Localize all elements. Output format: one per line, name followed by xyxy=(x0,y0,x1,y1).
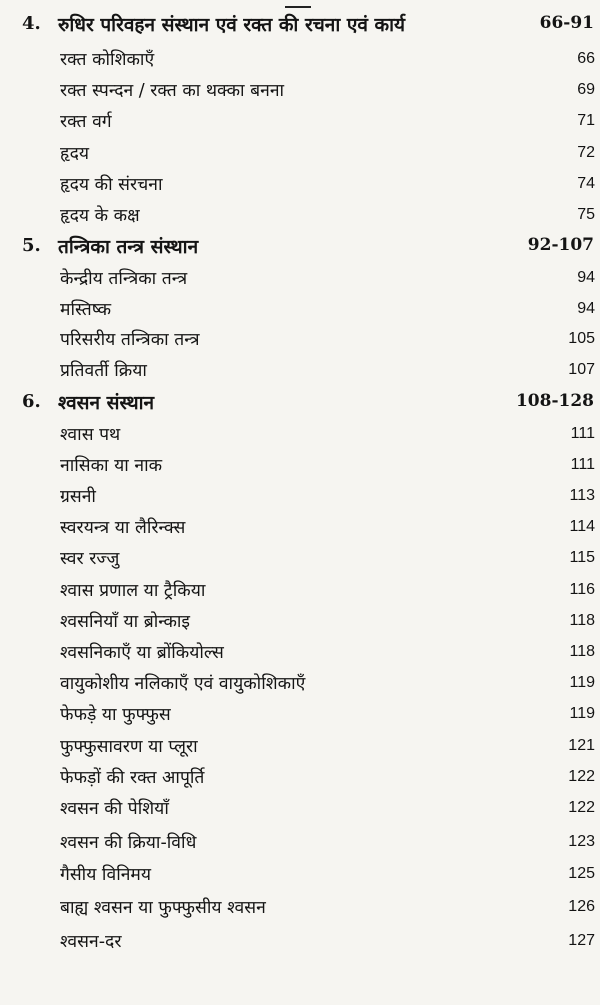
entry-page: 114 xyxy=(569,518,595,535)
entry-title: रक्त कोशिकाएँ xyxy=(60,50,155,70)
toc-entry xyxy=(0,265,600,295)
entry-title: हृदय के कक्ष xyxy=(60,206,140,226)
entry-title: रक्त स्पन्दन / रक्त का थक्का बनना xyxy=(60,81,285,101)
entry-page: 118 xyxy=(569,612,595,629)
entry-title: नासिका या नाक xyxy=(60,456,163,476)
entry-page: 118 xyxy=(569,643,595,660)
entry-title: वायुकोशीय नलिकाएँ एवं वायुकोशिकाएँ xyxy=(60,674,306,694)
entry-title: परिसरीय तन्त्रिका तन्त्र xyxy=(60,330,200,350)
entry-title: फेफड़े या फुफ्फुस xyxy=(60,705,171,725)
chapter-6-heading xyxy=(0,389,600,419)
entry-page: 66 xyxy=(577,50,595,67)
entry-title: श्वसन की पेशियाँ xyxy=(60,799,169,819)
entry-page: 113 xyxy=(569,487,595,504)
entry-title: फुफ्फुसावरण या प्लूरा xyxy=(60,737,198,757)
toc-entry xyxy=(0,608,600,638)
toc-entry xyxy=(0,577,600,607)
entry-page: 72 xyxy=(577,144,595,161)
toc-entry xyxy=(0,545,600,575)
entry-title: हृदय की संरचना xyxy=(60,175,163,195)
entry-page: 94 xyxy=(577,300,595,317)
entry-title: रक्त वर्ग xyxy=(60,112,112,132)
entry-page: 121 xyxy=(568,737,595,754)
entry-page: 119 xyxy=(569,674,595,691)
entry-title: श्वसनिकाएँ या ब्रोंकियोल्स xyxy=(60,643,224,663)
chapter-5-heading xyxy=(0,233,600,263)
entry-page: 71 xyxy=(577,112,595,129)
chapter-page-range: 92-107 xyxy=(527,235,594,255)
toc-entry xyxy=(0,894,600,924)
entry-page: 105 xyxy=(568,330,595,347)
entry-title: श्वास प्रणाल या ट्रैकिया xyxy=(60,581,206,601)
entry-page: 115 xyxy=(569,549,595,566)
toc-entry xyxy=(0,670,600,700)
entry-page: 111 xyxy=(570,456,595,473)
entry-page: 122 xyxy=(568,799,595,816)
toc-entry xyxy=(0,202,600,232)
entry-title: फेफड़ों की रक्त आपूर्ति xyxy=(60,768,205,788)
entry-page: 74 xyxy=(577,175,595,192)
entry-title: स्वरयन्त्र या लैरिन्क्स xyxy=(60,518,186,538)
entry-title: ग्रसनी xyxy=(60,487,96,507)
toc-entry xyxy=(0,514,600,544)
entry-page: 69 xyxy=(577,81,595,98)
toc-entry xyxy=(0,326,600,356)
chapter-title: श्वसन संस्थान xyxy=(58,392,155,414)
chapter-number: 4. xyxy=(22,13,41,34)
entry-title: श्वसन की क्रिया-विधि xyxy=(60,833,197,853)
entry-page: 123 xyxy=(568,833,595,850)
toc-entry xyxy=(0,928,600,958)
chapter-title: तन्त्रिका तन्त्र संस्थान xyxy=(58,236,199,258)
entry-page: 127 xyxy=(568,932,595,949)
entry-page: 107 xyxy=(568,361,595,378)
entry-page: 125 xyxy=(568,865,595,882)
entry-page: 119 xyxy=(569,705,595,722)
toc-entry xyxy=(0,483,600,513)
entry-title: गैसीय विनिमय xyxy=(60,865,152,885)
chapter-number: 5. xyxy=(22,235,41,256)
entry-title: मस्तिष्क xyxy=(60,300,112,320)
toc-entry xyxy=(0,733,600,763)
toc-entry xyxy=(0,764,600,794)
top-edge-mark xyxy=(285,0,311,8)
entry-page: 116 xyxy=(569,581,595,598)
entry-title: प्रतिवर्ती क्रिया xyxy=(60,361,147,381)
toc-entry xyxy=(0,171,600,201)
chapter-number: 6. xyxy=(22,391,41,412)
entry-title: श्वास पथ xyxy=(60,425,121,445)
entry-title: केन्द्रीय तन्त्रिका तन्त्र xyxy=(60,269,188,289)
toc-entry xyxy=(0,829,600,859)
toc-entry xyxy=(0,46,600,76)
entry-page: 111 xyxy=(570,425,595,442)
entry-title: हृदय xyxy=(60,144,90,164)
toc-entry xyxy=(0,140,600,170)
entry-page: 75 xyxy=(577,206,595,223)
chapter-4-heading xyxy=(0,11,600,41)
toc-entry xyxy=(0,296,600,326)
toc-entry xyxy=(0,701,600,731)
chapter-title: रुधिर परिवहन संस्थान एवं रक्त की रचना एवं कार्य xyxy=(58,14,406,36)
toc-entry xyxy=(0,357,600,387)
entry-title: स्वर रज्जु xyxy=(60,549,120,569)
toc-entry xyxy=(0,861,600,891)
entry-page: 126 xyxy=(568,898,595,915)
chapter-page-range: 108-128 xyxy=(515,391,594,411)
entry-title: श्वसनियाँ या ब्रोन्काइ xyxy=(60,612,191,632)
toc-entry xyxy=(0,421,600,451)
toc-entry xyxy=(0,108,600,138)
entry-title: बाह्य श्वसन या फुफ्फुसीय श्वसन xyxy=(60,898,266,918)
toc-entry xyxy=(0,77,600,107)
toc-entry xyxy=(0,452,600,482)
entry-title: श्वसन-दर xyxy=(60,932,122,952)
entry-page: 122 xyxy=(568,768,595,785)
chapter-page-range: 66-91 xyxy=(539,13,594,33)
toc-entry xyxy=(0,795,600,825)
entry-page: 94 xyxy=(577,269,595,286)
toc-entry xyxy=(0,639,600,669)
